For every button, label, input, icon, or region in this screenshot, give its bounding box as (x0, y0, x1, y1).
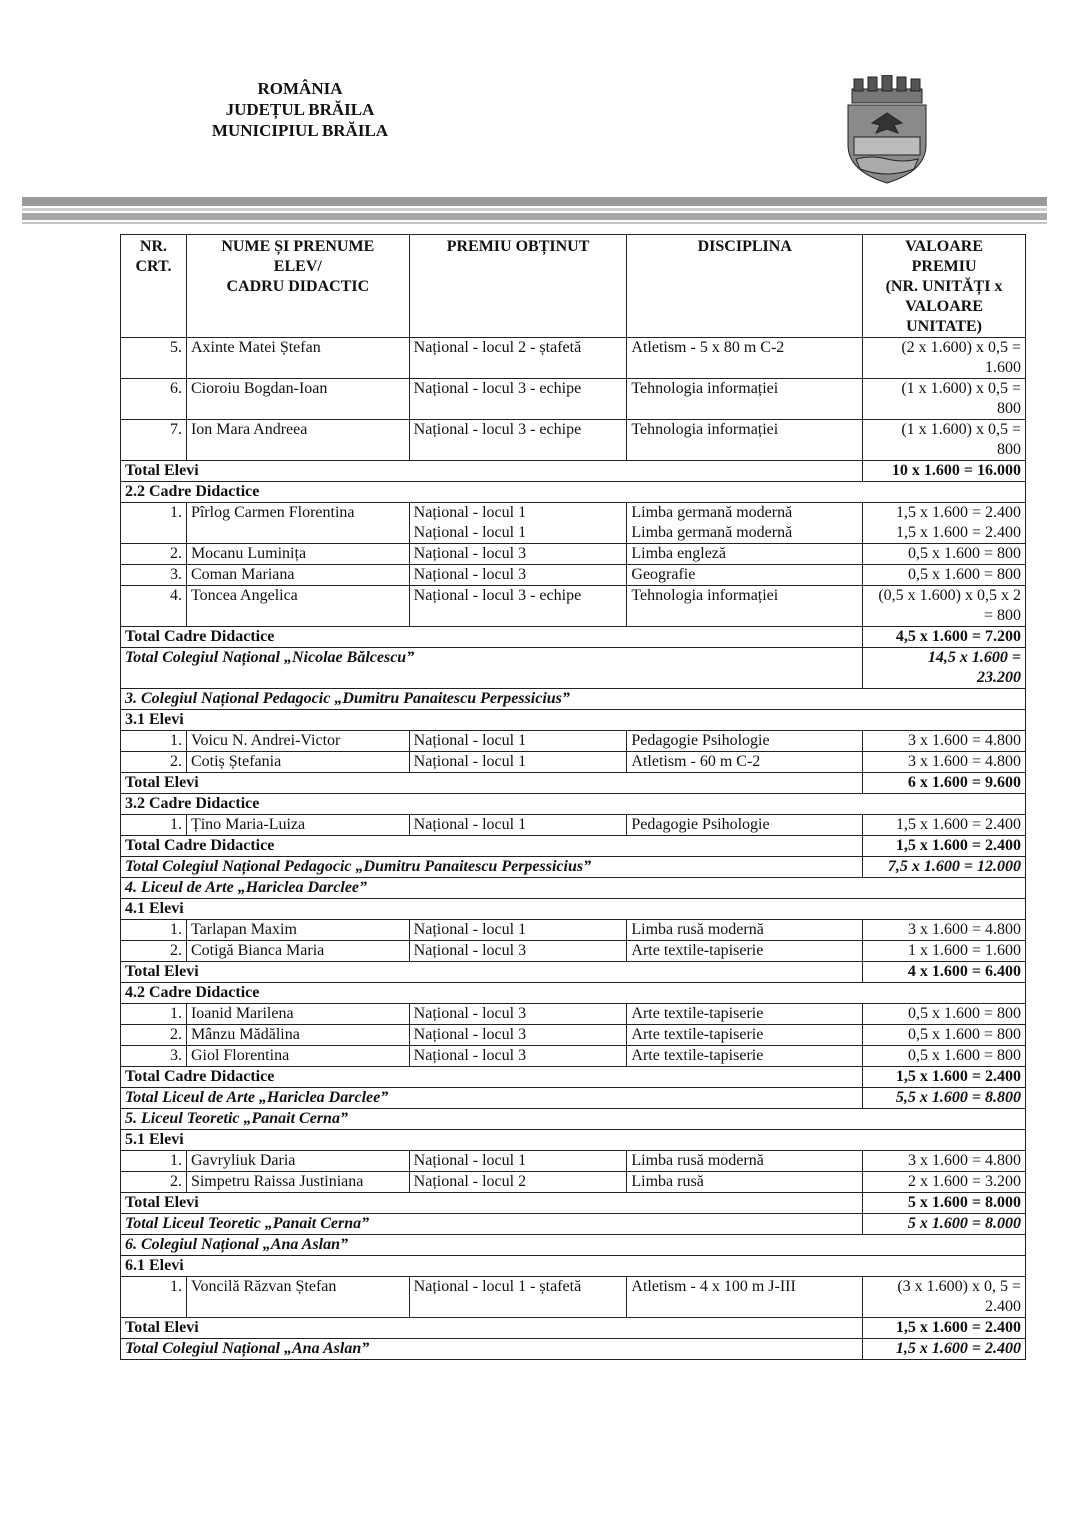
table-row (121, 920, 1026, 941)
section-label: 3.2 Cadre Didactice (121, 794, 1026, 815)
total-value: 1,5 x 1.600 = 2.400 (863, 836, 1026, 857)
row-number: 6. (121, 379, 187, 420)
institution-total-row (121, 1339, 1026, 1360)
total-value: 4,5 x 1.600 = 7.200 (863, 627, 1026, 648)
total-label: Total Cadre Didactice (121, 1067, 863, 1088)
section-label: 6.1 Elevi (121, 1256, 1026, 1277)
row-number: 2. (121, 544, 187, 565)
total-label: Total Colegiul Național Pedagocic „Dumitru Panaitescu Perpessicius” (121, 857, 863, 878)
table-row (121, 503, 1026, 544)
header-discipline: DISCIPLINA (627, 235, 863, 338)
table-row (121, 1025, 1026, 1046)
row-name: Voicu N. Andrei-Victor (186, 731, 409, 752)
city-coat-of-arms-icon (842, 75, 932, 185)
row-discipline: Tehnologia informației (627, 586, 863, 627)
row-name: Coman Mariana (186, 565, 409, 586)
total-label: Total Liceul de Arte „Hariclea Darclee” (121, 1088, 863, 1109)
total-row (121, 1318, 1026, 1339)
table-body (121, 338, 1026, 1360)
row-value: (1 x 1.600) x 0,5 = 800 (863, 420, 1026, 461)
row-prize: Național - locul 3 (409, 565, 627, 586)
row-value: (0,5 x 1.600) x 0,5 x 2 = 800 (863, 586, 1026, 627)
total-label: Total Liceul Teoretic „Panait Cerna” (121, 1214, 863, 1235)
row-value: 2 x 1.600 = 3.200 (863, 1172, 1026, 1193)
total-value: 1,5 x 1.600 = 2.400 (863, 1067, 1026, 1088)
header-value: VALOARE PREMIU (NR. UNITĂȚI x VALOARE UNITATE) (863, 235, 1026, 338)
institution-label: 4. Liceul de Arte „Hariclea Darclee” (121, 878, 1026, 899)
row-discipline: Limba engleză (627, 544, 863, 565)
row-value: (2 x 1.600) x 0,5 = 1.600 (863, 338, 1026, 379)
row-prize: Național - locul 2 - ștafetă (409, 338, 627, 379)
table-header-row (121, 235, 1026, 338)
header-name: NUME ȘI PRENUME ELEV/ CADRU DIDACTIC (186, 235, 409, 338)
row-discipline: Pedagogie Psihologie (627, 731, 863, 752)
total-label: Total Elevi (121, 962, 863, 983)
row-prize: Național - locul 1 (409, 815, 627, 836)
section-row (121, 482, 1026, 503)
row-prize: Național - locul 1 (409, 920, 627, 941)
row-number: 2. (121, 752, 187, 773)
row-name: Pîrlog Carmen Florentina (186, 503, 409, 544)
institution-label: 5. Liceul Teoretic „Panait Cerna” (121, 1109, 1026, 1130)
total-value: 10 x 1.600 = 16.000 (863, 461, 1026, 482)
institution-total-row (121, 648, 1026, 689)
total-value: 5,5 x 1.600 = 8.800 (863, 1088, 1026, 1109)
row-number: 1. (121, 1004, 187, 1025)
total-label: Total Cadre Didactice (121, 836, 863, 857)
section-row (121, 1130, 1026, 1151)
row-discipline: Atletism - 5 x 80 m C-2 (627, 338, 863, 379)
row-discipline: Tehnologia informației (627, 379, 863, 420)
row-number: 2. (121, 1025, 187, 1046)
row-number: 4. (121, 586, 187, 627)
row-number: 2. (121, 1172, 187, 1193)
row-discipline: Limba rusă modernă (627, 1151, 863, 1172)
row-discipline: Arte textile-tapiserie (627, 1004, 863, 1025)
total-row (121, 1193, 1026, 1214)
institution-row (121, 1109, 1026, 1130)
total-label: Total Elevi (121, 1318, 863, 1339)
row-value: 1,5 x 1.600 = 2.400 1,5 x 1.600 = 2.400 (863, 503, 1026, 544)
row-value: 3 x 1.600 = 4.800 (863, 752, 1026, 773)
row-number: 5. (121, 338, 187, 379)
row-discipline: Arte textile-tapiserie (627, 1046, 863, 1067)
table-row (121, 338, 1026, 379)
row-prize: Național - locul 3 - echipe (409, 586, 627, 627)
row-number: 3. (121, 565, 187, 586)
section-row (121, 1256, 1026, 1277)
header-band (22, 208, 1047, 211)
row-discipline: Limba germană modernă Limba germană modernă (627, 503, 863, 544)
row-name: Gavryliuk Daria (186, 1151, 409, 1172)
row-prize: Național - locul 3 - echipe (409, 379, 627, 420)
row-prize: Național - locul 2 (409, 1172, 627, 1193)
section-row (121, 899, 1026, 920)
row-number: 1. (121, 920, 187, 941)
total-label: Total Elevi (121, 461, 863, 482)
header-band (22, 222, 1047, 224)
row-value: (1 x 1.600) x 0,5 = 800 (863, 379, 1026, 420)
total-value: 1,5 x 1.600 = 2.400 (863, 1318, 1026, 1339)
section-row (121, 983, 1026, 1004)
section-row (121, 794, 1026, 815)
total-label: Total Elevi (121, 1193, 863, 1214)
row-prize: Național - locul 1 (409, 752, 627, 773)
row-discipline: Atletism - 60 m C-2 (627, 752, 863, 773)
institution-row (121, 689, 1026, 710)
total-value: 7,5 x 1.600 = 12.000 (863, 857, 1026, 878)
table-row (121, 1172, 1026, 1193)
section-label: 2.2 Cadre Didactice (121, 482, 1026, 503)
total-value: 5 x 1.600 = 8.000 (863, 1214, 1026, 1235)
table-row (121, 1151, 1026, 1172)
row-value: 3 x 1.600 = 4.800 (863, 731, 1026, 752)
row-discipline: Tehnologia informației (627, 420, 863, 461)
row-prize: Național - locul 1 - ștafetă (409, 1277, 627, 1318)
row-prize: Național - locul 3 (409, 1025, 627, 1046)
row-value: 3 x 1.600 = 4.800 (863, 920, 1026, 941)
table-row (121, 420, 1026, 461)
header-country: ROMÂNIA (257, 79, 343, 98)
total-row (121, 836, 1026, 857)
table-row (121, 941, 1026, 962)
row-value: 0,5 x 1.600 = 800 (863, 1046, 1026, 1067)
total-row (121, 627, 1026, 648)
row-prize: Național - locul 3 - echipe (409, 420, 627, 461)
total-value: 14,5 x 1.600 = 23.200 (863, 648, 1026, 689)
row-name: Mocanu Luminița (186, 544, 409, 565)
row-value: 0,5 x 1.600 = 800 (863, 565, 1026, 586)
institution-total-row (121, 857, 1026, 878)
row-number: 1. (121, 731, 187, 752)
row-value: (3 x 1.600) x 0, 5 = 2.400 (863, 1277, 1026, 1318)
row-number: 7. (121, 420, 187, 461)
total-value: 5 x 1.600 = 8.000 (863, 1193, 1026, 1214)
header-municipality: MUNICIPIUL BRĂILA (211, 121, 389, 140)
institution-total-row (121, 1088, 1026, 1109)
total-row (121, 962, 1026, 983)
row-name: Țino Maria-Luiza (186, 815, 409, 836)
document-header (190, 78, 410, 141)
row-prize: Național - locul 1 (409, 731, 627, 752)
header-band (22, 213, 1047, 220)
row-value: 3 x 1.600 = 4.800 (863, 1151, 1026, 1172)
total-label: Total Colegiul Național „Nicolae Bălcescu” (121, 648, 863, 689)
row-name: Ion Mara Andreea (186, 420, 409, 461)
row-discipline: Arte textile-tapiserie (627, 1025, 863, 1046)
table-row (121, 731, 1026, 752)
row-name: Toncea Angelica (186, 586, 409, 627)
total-value: 4 x 1.600 = 6.400 (863, 962, 1026, 983)
table-row (121, 1004, 1026, 1025)
section-row (121, 710, 1026, 731)
row-name: Cotigă Bianca Maria (186, 941, 409, 962)
row-discipline: Pedagogie Psihologie (627, 815, 863, 836)
row-name: Cioroiu Bogdan-Ioan (186, 379, 409, 420)
table-row (121, 1046, 1026, 1067)
row-prize: Național - locul 1 Național - locul 1 (409, 503, 627, 544)
row-name: Voncilă Răzvan Ștefan (186, 1277, 409, 1318)
header-prize: PREMIU OBȚINUT (409, 235, 627, 338)
total-value: 6 x 1.600 = 9.600 (863, 773, 1026, 794)
table-row (121, 544, 1026, 565)
total-row (121, 773, 1026, 794)
header-band (22, 197, 1047, 206)
row-discipline: Limba rusă (627, 1172, 863, 1193)
row-value: 1,5 x 1.600 = 2.400 (863, 815, 1026, 836)
row-prize: Național - locul 3 (409, 1004, 627, 1025)
total-row (121, 461, 1026, 482)
table-row (121, 379, 1026, 420)
institution-row (121, 1235, 1026, 1256)
row-prize: Național - locul 3 (409, 1046, 627, 1067)
table-row (121, 1277, 1026, 1318)
institution-label: 3. Colegiul Național Pedagocic „Dumitru Panaitescu Perpessicius” (121, 689, 1026, 710)
row-discipline: Arte textile-tapiserie (627, 941, 863, 962)
row-number: 2. (121, 941, 187, 962)
row-number: 1. (121, 1277, 187, 1318)
row-number: 1. (121, 1151, 187, 1172)
row-value: 0,5 x 1.600 = 800 (863, 544, 1026, 565)
section-label: 5.1 Elevi (121, 1130, 1026, 1151)
institution-row (121, 878, 1026, 899)
total-label: Total Elevi (121, 773, 863, 794)
row-prize: Național - locul 3 (409, 941, 627, 962)
row-prize: Național - locul 1 (409, 1151, 627, 1172)
row-number: 3. (121, 1046, 187, 1067)
header-nr: NR. CRT. (121, 235, 187, 338)
row-value: 1 x 1.600 = 1.600 (863, 941, 1026, 962)
row-number: 1. (121, 503, 187, 544)
row-discipline: Limba rusă modernă (627, 920, 863, 941)
awards-table (120, 234, 1026, 1360)
row-prize: Național - locul 3 (409, 544, 627, 565)
section-label: 3.1 Elevi (121, 710, 1026, 731)
row-name: Cotiș Ștefania (186, 752, 409, 773)
table-row (121, 565, 1026, 586)
row-value: 0,5 x 1.600 = 800 (863, 1004, 1026, 1025)
row-discipline: Geografie (627, 565, 863, 586)
row-name: Axinte Matei Ștefan (186, 338, 409, 379)
total-value: 1,5 x 1.600 = 2.400 (863, 1339, 1026, 1360)
row-name: Tarlapan Maxim (186, 920, 409, 941)
table-row (121, 586, 1026, 627)
row-value: 0,5 x 1.600 = 800 (863, 1025, 1026, 1046)
institution-label: 6. Colegiul Național „Ana Aslan” (121, 1235, 1026, 1256)
total-label: Total Colegiul Național „Ana Aslan” (121, 1339, 863, 1360)
total-label: Total Cadre Didactice (121, 627, 863, 648)
row-name: Mânzu Mădălina (186, 1025, 409, 1046)
header-county: JUDEȚUL BRĂILA (225, 100, 375, 119)
row-name: Simpetru Raissa Justiniana (186, 1172, 409, 1193)
total-row (121, 1067, 1026, 1088)
section-label: 4.2 Cadre Didactice (121, 983, 1026, 1004)
row-discipline: Atletism - 4 x 100 m J-III (627, 1277, 863, 1318)
table-row (121, 815, 1026, 836)
institution-total-row (121, 1214, 1026, 1235)
table-row (121, 752, 1026, 773)
row-number: 1. (121, 815, 187, 836)
section-label: 4.1 Elevi (121, 899, 1026, 920)
row-name: Giol Florentina (186, 1046, 409, 1067)
row-name: Ioanid Marilena (186, 1004, 409, 1025)
